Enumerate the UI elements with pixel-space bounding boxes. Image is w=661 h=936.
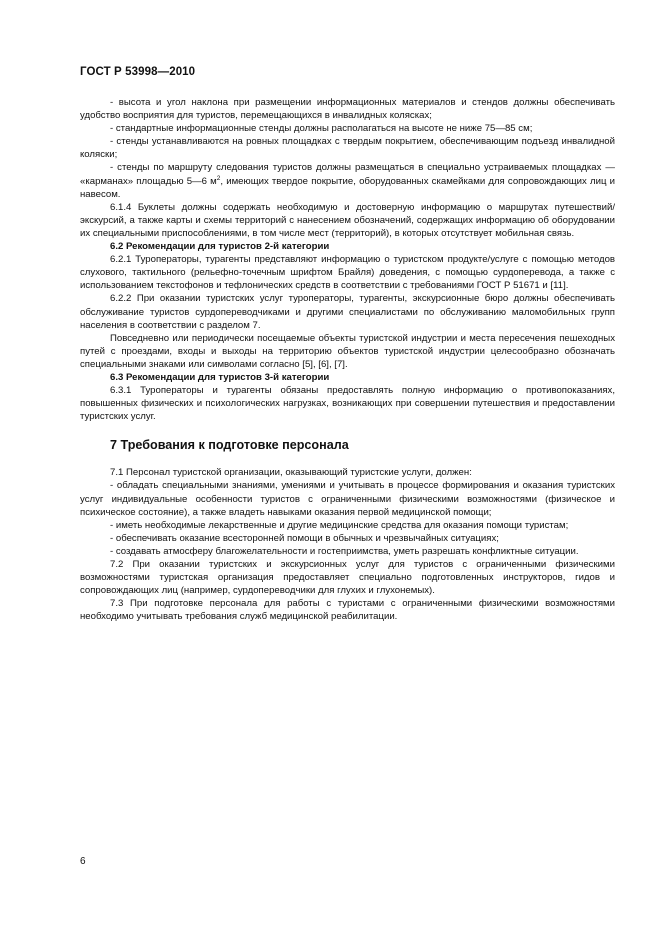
section-title: 7 Требования к подготовке персонала	[110, 438, 349, 453]
paragraph: - иметь необходимые лекарственные и другие медицинские средства для оказания помощи туристам;	[110, 519, 569, 531]
page-number: 6	[80, 856, 86, 867]
paragraph: 7.1 Персонал туристской организации, оказывающий туристские услуги, должен:	[110, 467, 472, 479]
paragraph: - стандартные информационные стенды должны располагаться на высоте не ниже 75—85 см;	[110, 123, 533, 135]
paragraph: 7.3 При подготовке персонала для работы с туристами с ограниченными физическими возможностями необходимо учитывать требования служб медицинской реабилитации.	[80, 598, 615, 623]
paragraph-text: , имеющих твердое покрытие, оборудованных скамейками для сопровождающих лиц и навесом.	[80, 175, 615, 200]
paragraph-text: - стенды по маршруту следования туристов должны размещаться в специально устраиваемых площадках — «карманах» площадью 5—6 м	[80, 162, 615, 187]
paragraph: - стенды устанавливаются на ровных площадках с твердым покрытием, обеспечивающим подъезд инвалидной коляски;	[80, 136, 615, 161]
paragraph: 6.2.1 Туроператоры, турагенты представляют информацию о туристском продукте/услуге с помощью методов слухового, тактильного (рельефно-точечным шрифтом Брайля) доведения, с помощью сурдоперевода, а также с использованием текстофонов и тефлонических средств в соответствии с требованиями ГОСТ Р 51671 и [11].	[80, 254, 615, 292]
document-body	[80, 96, 615, 623]
paragraph: 6.3.1 Туроператоры и турагенты обязаны предоставлять полную информацию о противопоказаниях, повышенных физических и психологических нагрузках, возникающих при совершении путешествия и предоставлении туристских услуг.	[80, 385, 615, 423]
subsection-heading: 6.2 Рекомендации для туристов 2-й категории	[110, 241, 330, 253]
paragraph	[80, 161, 615, 200]
superscript: 2	[216, 174, 221, 182]
subsection-heading: 6.3 Рекомендации для туристов 3-й категории	[110, 371, 330, 383]
paragraph: - обладать специальными знаниями, умениями и учитывать в процессе формирования и оказания туристских услуг индивидуальные особенности туристов с ограниченными физическими возможностями (физическое и психическое состояние), а также владеть навыками оказания первой медицинской помощи;	[80, 480, 615, 518]
paragraph: 7.2 При оказании туристских и экскурсионных услуг для туристов с ограниченными физическими возможностями туристская организация предоставляет специально подготовленных инструкторов, гидов и сопровождающих лиц (например, сурдопереводчики для глухих и глухонемых).	[80, 559, 615, 597]
paragraph: - высота и угол наклона при размещении информационных материалов и стендов должны обеспечивать удобство восприятия для туристов, перемещающихся в инвалидных колясках;	[80, 97, 615, 122]
paragraph: - обеспечивать оказание всесторонней помощи в обычных и чрезвычайных ситуациях;	[110, 532, 499, 544]
paragraph: 6.1.4 Буклеты должны содержать необходимую и достоверную информацию о маршрутах путешествий/экскурсий, а также карты и схемы территорий с нанесением обозначений, содержащих информацию об оборудовании их специальными приспособлениями, в том числе мест (территорий), в которых отсутствует мобильная связь.	[80, 201, 615, 239]
paragraph: Повседневно или периодически посещаемые объекты туристской индустрии и места пересечения пешеходных путей с проездами, входы и выходы на территорию объектов туристской индустрии целесообразно обозначать специальными знаками или символами согласно [5], [6], [7].	[80, 332, 615, 370]
document-header: ГОСТ Р 53998—2010	[80, 66, 196, 78]
paragraph: 6.2.2 При оказании туристских услуг туроператоры, турагенты, экскурсионные бюро должны обеспечивать обслуживание туристов сурдопереводчиками и другими специалистами по обслуживанию маломобильных групп населения в соответствии с разделом 7.	[80, 293, 615, 331]
paragraph: - создавать атмосферу благожелательности и гостеприимства, уметь разрешать конфликтные ситуации.	[110, 545, 579, 557]
